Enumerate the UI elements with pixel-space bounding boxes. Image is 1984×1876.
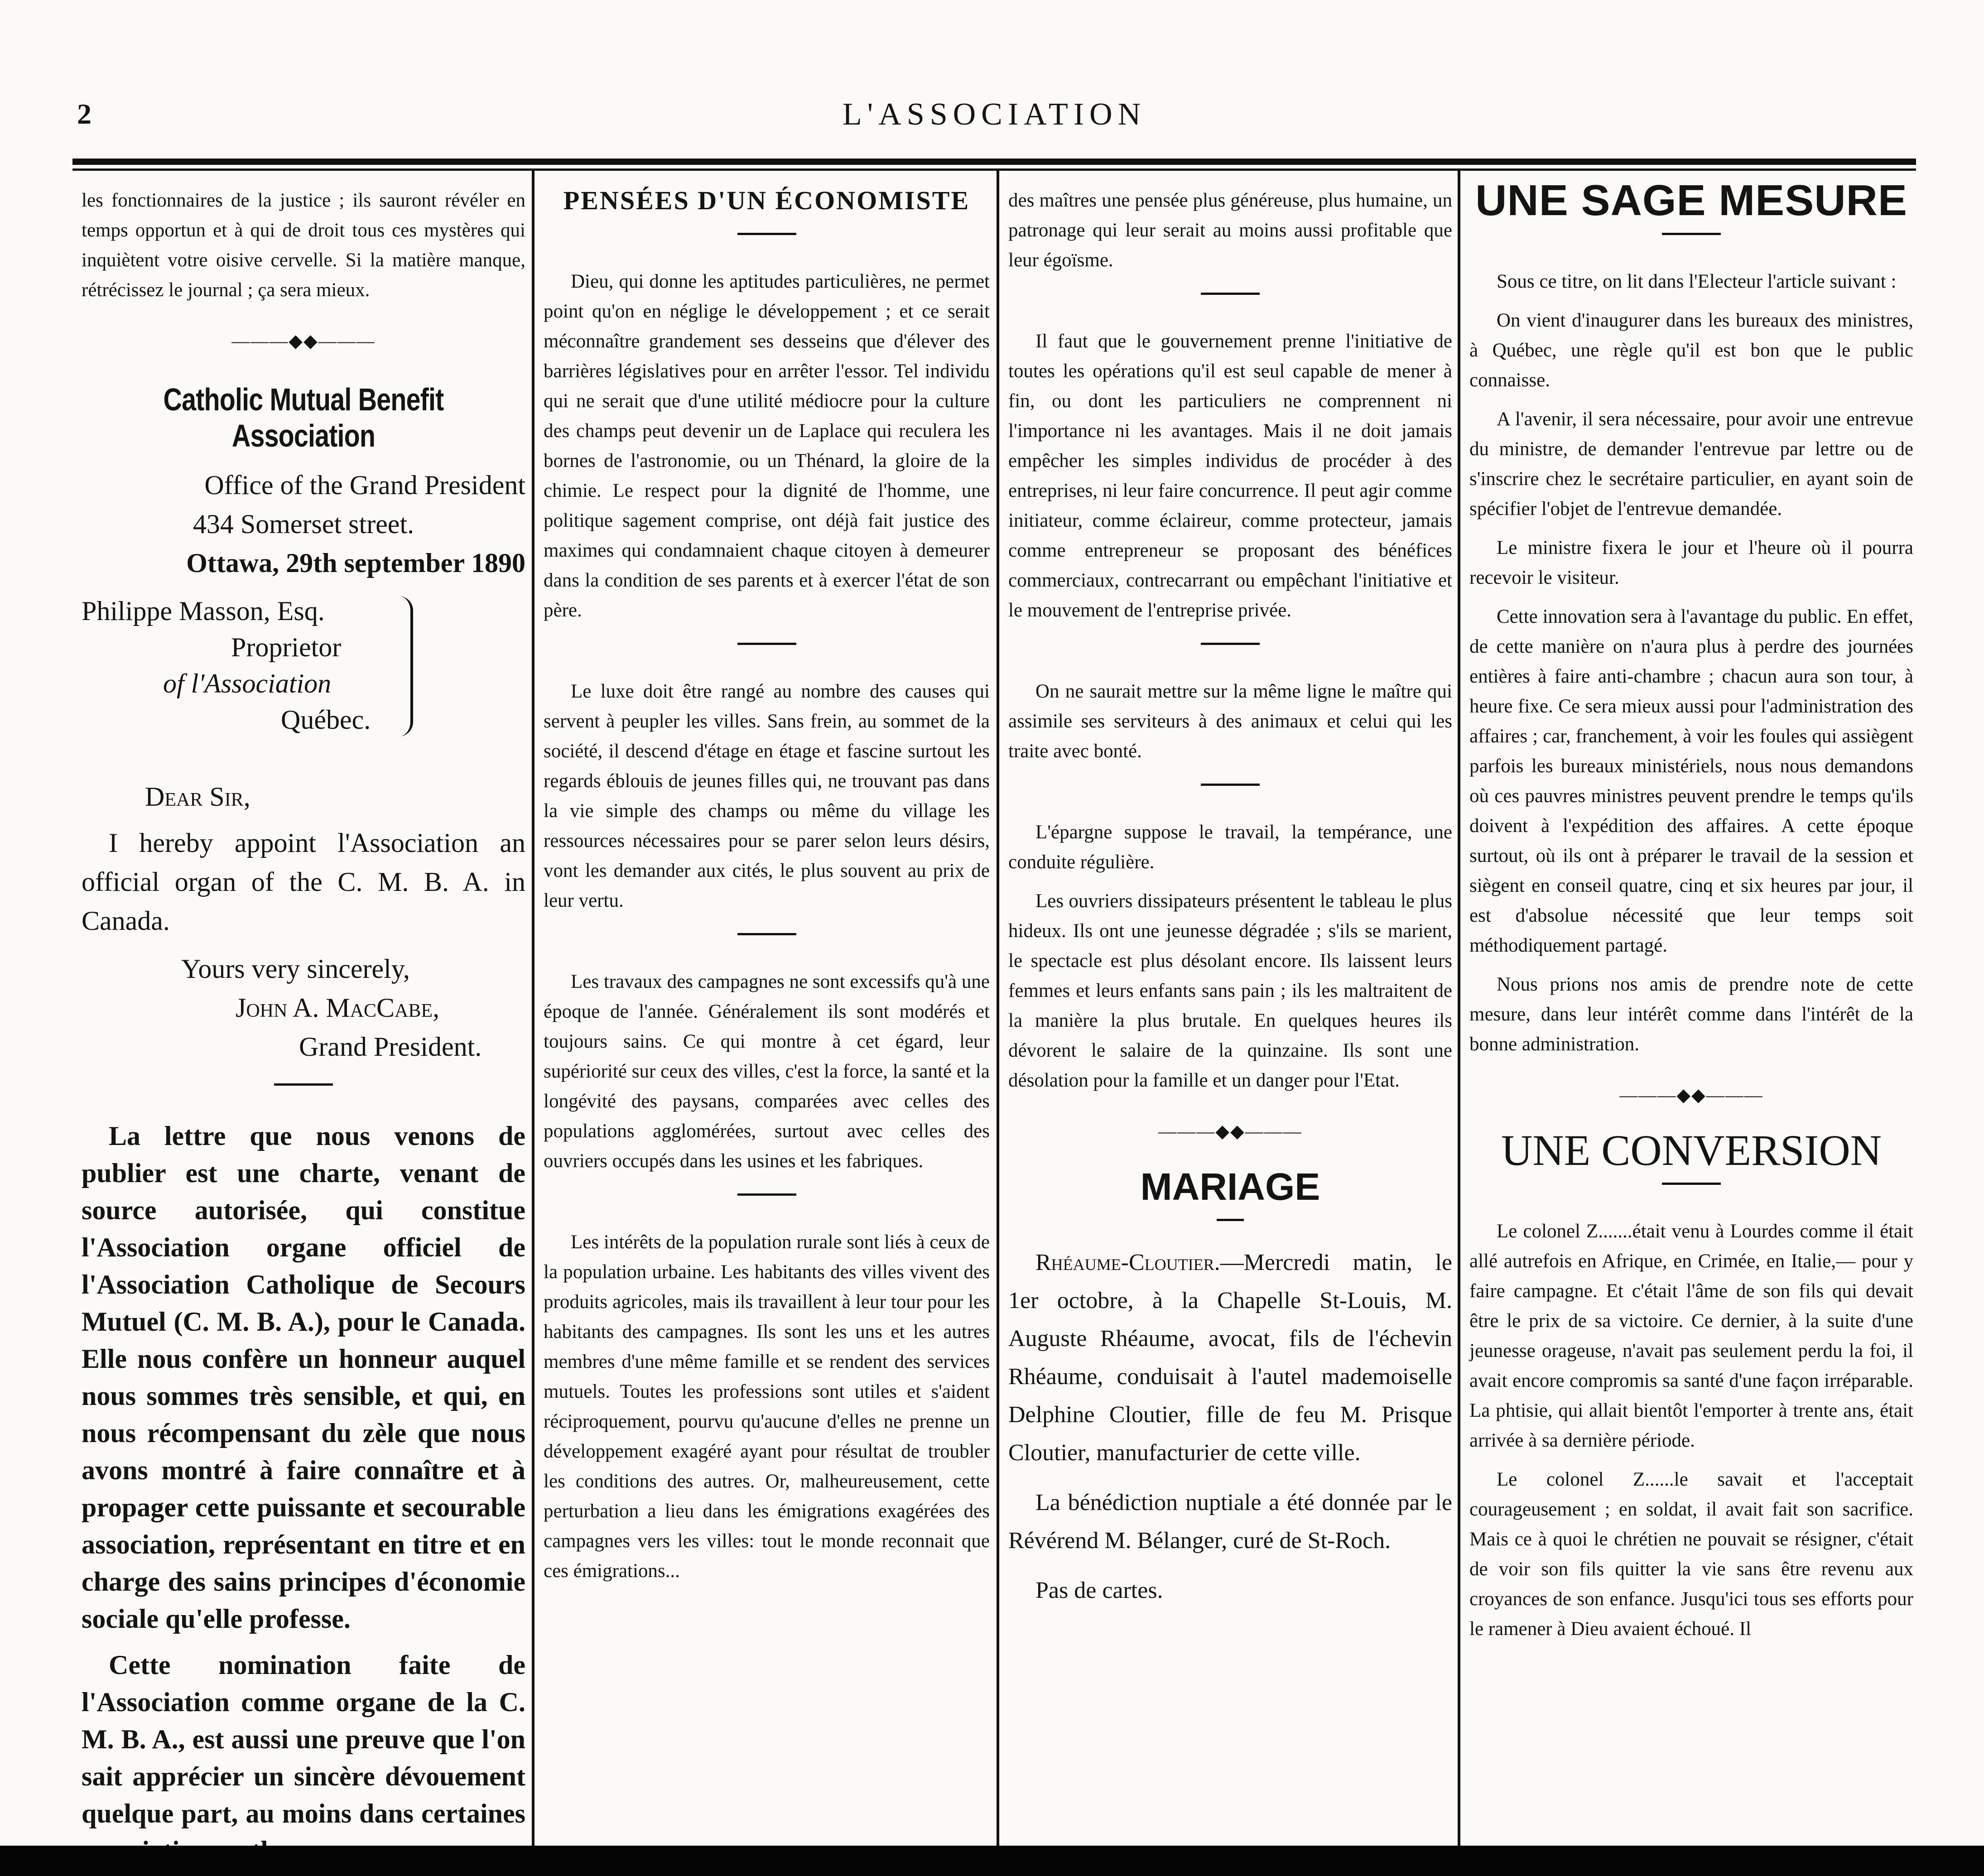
mariage-para-1 <box>1008 1244 1452 1472</box>
header-rule-thick <box>72 159 1916 165</box>
column-3 <box>1008 186 1452 1839</box>
addressee-org: of l'Association <box>163 669 332 698</box>
conversion-para-1: Le colonel Z.......était venu à Lourdes comme il était allé autrefois en Afrique, en Crimée, en Italie,— pour y faire campagne. Et c'était l'âme de son fils qui devait être le prix de sa victoire. Ce dernier, à la suite d'une jeunesse orageuse, n'avait pas seulement perdu la foi, il avait encore compromis sa santé d'une façon irréparable. La phtisie, qui allait bientôt l'emporter à trente ans, était arrivée à sa dernière période. <box>1469 1221 1913 1451</box>
mariage-body <box>1008 1244 1452 1610</box>
column-3-para-3: On ne saurait mettre sur la même ligne le maître qui assimile ses serviteurs à des animaux et celui qui les traite avec bonté. <box>1008 681 1452 762</box>
mariage-para-2: La bénédiction nuptiale a été donnée par le Révérend M. Bélanger, curé de St-Roch. <box>1008 1490 1452 1554</box>
masthead <box>68 93 1921 147</box>
cmba-heading: Catholic Mutual Benefit Association <box>163 382 444 453</box>
ornament-divider: ———◆◆——— <box>231 331 376 351</box>
column-3-para-5: Les ouvriers dissipateurs présentent le tableau le plus hideux. Ils ont une jeunesse dégradée ; s'ils se marient, le spectacle est plus désolant encore. Ils laissent leurs femmes et leurs enfants sans pain ; ils les maltraitent de la manière la plus brutale. En quelques heures ils dévorent le salaire de la quinzaine. Ils sont une désolation pour la famille et un danger pour l'Etat. <box>1008 890 1452 1091</box>
section-dash <box>1662 233 1721 235</box>
pensees-para-3: Les travaux des campagnes ne sont excessifs qu'à une époque de l'année. Généralement ils sont modérés et toujours sains. Ce qui montre à cet égard, leur supériorité sur ceux des villes, c'est la force, la santé et la longévité des paysans, comparées avec celles des populations agglomérées, surtout avec celles des ouvriers occupés dans les usines et les fabriques. <box>544 971 990 1172</box>
mariage-names: Rhéaume-Cloutier. <box>1035 1250 1220 1275</box>
page-number: 2 <box>77 98 91 130</box>
column-3-para-2: Il faut que le gouvernement prenne l'initiative de toutes les opérations qu'il est seul capable de mener à fin, ou dont les particuliers ne comprennent ni l'importance ni les avantages. Mais il ne doit jamais empêcher les simples individus de procéder à des entreprises, ni leur faire concurrence. Il peut agir comme initiateur, comme éclaireur, comme protecteur, jamais comme entrepreneur se proposant des bénéfices commerciaux, contrecarrant ou empêchant l'initiative et le mouvement de l'entreprise privée. <box>1008 331 1452 621</box>
appointment-text: I hereby appoint l'Association an official organ of the C. M. B. A. in Canada. <box>82 828 525 936</box>
section-dash <box>274 1083 333 1086</box>
sage-para-4: Le ministre fixera le jour et l'heure où il pourra recevoir le visiteur. <box>1469 537 1913 588</box>
sage-para-3: A l'avenir, il sera nécessaire, pour avoir une entrevue du ministre, de demander l'entrevue par lettre ou de s'inscrire chez le secrétaire particulier, en ayant soin de spécifier l'objet de l'entrevue demandée. <box>1469 409 1913 520</box>
section-dash <box>737 933 796 935</box>
salutation: Dear Sir, <box>145 782 250 812</box>
column-3-para-4: L'épargne suppose le travail, la tempérance, une conduite régulière. <box>1008 822 1452 873</box>
section-dash <box>737 1193 796 1196</box>
addressee-block <box>82 592 525 764</box>
addressee-name: Philippe Masson, Esq. <box>82 596 325 626</box>
column-1-para-2: Cette nomination faite de l'Association comme organe de la C. M. B. A., est aussi une preuve que l'on sait apprécier un sincère dévouement quelque part, au moins dans certaines <box>82 1650 525 1828</box>
pensees-para-4: Les intérêts de la population rurale sont liés à ceux de la population urbaine. Les habitants des villes vivent des produits agricoles, mais ils travaillent à leur tour pour les habitants des campagnes. Ils sont les uns et les autres membres d'une même famille et se rendent des services mutuels. Toutes les professions sont utiles et s'aident réciproquement, pourvu qu'aucune d'elles ne prenne un développement exagéré ayant pour résultat de troubler les conditions des autres. Or, malheureusement, cette perturbation a lieu dans les émigrations exagérées des campagnes vers les villes: tout le monde reconnait que ces émigrations... <box>544 1231 990 1582</box>
section-dash <box>1217 1219 1244 1221</box>
sage-para-1: Sous ce titre, on lit dans l'Electeur l'article suivant : <box>1497 271 1897 292</box>
column-separator <box>1458 170 1460 1876</box>
sage-para-2: On vient d'inaugurer dans les bureaux des ministres, à Québec, une règle qu'il est bon que le public connaisse. <box>1469 310 1913 391</box>
section-dash <box>1662 1183 1721 1185</box>
mariage-heading: MARIAGE <box>1140 1165 1320 1208</box>
brace-mark <box>399 596 413 736</box>
dateline: Ottawa, 29th september 1890 <box>186 548 525 578</box>
scan-edge-bar <box>0 1846 1984 1876</box>
header-rule-thin <box>72 168 1916 171</box>
pensees-heading: PENSÉES D'UN ÉCONOMISTE <box>563 186 970 215</box>
column-separator <box>532 170 535 1876</box>
column-3-para-1: des maîtres une pensée plus généreuse, plus humaine, un patronage qui leur serait au moins aussi profitable que leur égoïsme. <box>1008 190 1452 271</box>
sage-para-5: Cette innovation sera à l'avantage du public. En effet, de cette manière on n'aura plus à perdre des journées entières à faire anti-chambre ; chacun aura son tour, à heure fixe. Ce sera mieux aussi pour l'administration des affaires ; car, franchement, à voir les foules qui assiègent parfois les bureaux ministériels, nous nous demandons où ces pauvres ministres peuvent prendre le temps qu'ils doivent à l'expédition des affaires. A cette époque surtout, où ils ont à préparer le travail de la session et siègent en conseil quatre, cinq et six heures par jour, il est d'absolue nécessité que leur temps soit méthodiquement partagé. <box>1469 606 1913 956</box>
addressee-city: Québec. <box>281 705 371 735</box>
column-1-intro: les fonctionnaires de la justice ; ils sauront révéler en temps opportun et à qui de droit tous ces mystères qui inquiètent votre oisive cervelle. Si la matière manque, rétrécissez le journal ; ça sera mieux. <box>82 190 525 301</box>
mariage-para-3: Pas de cartes. <box>1035 1578 1163 1603</box>
column-2 <box>544 186 990 1839</box>
section-dash <box>1201 293 1260 295</box>
column-1-para-1: La lettre que nous venons de publier est une charte, venant de source autorisée, qui constitue l'Association organe officiel de l'Association Catholique de Secours Mutuel (C. M. B. A.), pour le Canada. Elle nous confère un honneur auquel nous sommes très sensible, et qui, en nous récompensant du zèle que nous avons montré à faire connaître et à propager cette puissante et secourable association, représentant en titre et en charge des sains principes d'économie sociale qu'elle professe. <box>82 1121 525 1634</box>
signer-name: John A. MacCabe, <box>236 993 440 1023</box>
ornament-divider: ———◆◆——— <box>1619 1085 1763 1105</box>
section-dash <box>1201 784 1260 786</box>
signer-title: Grand President. <box>299 1032 482 1062</box>
column-1 <box>82 186 525 1839</box>
conversion-para-2: Le colonel Z......le savait et l'acceptait courageusement ; en soldat, il avait fait son sacrifice. Mais ce à quoi le chrétien ne pouvait se résigner, c'était de voir son fils quitter la vie sans être revenu aux croyances de son enfance. Jusqu'ici tous ses efforts pour le ramener à Dieu avaient échoué. Il <box>1469 1469 1913 1640</box>
pensees-para-2: Le luxe doit être rangé au nombre des causes qui servent à peupler les villes. Sans frein, au sommet de la société, il descend d'étage en étage et fascine surtout les regards éblouis de jeunes filles qui, ne trouvant pas dans la vie simple des champs ou même du village les ressources nécessaires pour se parer selon leurs désirs, vont les demander aux cités, le plus souvent au prix de leur vertu. <box>544 681 990 911</box>
addressee-role: Proprietor <box>231 632 342 662</box>
column-separator <box>997 170 999 1876</box>
section-dash <box>1201 643 1260 645</box>
sage-para-6: Nous prions nos amis de prendre note de cette mesure, dans leur intérêt comme dans l'intérêt de la bonne administration. <box>1469 974 1913 1055</box>
closing: Yours very sincerely, <box>181 954 410 984</box>
conversion-heading: UNE CONVERSION <box>1501 1126 1882 1174</box>
street-line: 434 Somerset street. <box>193 509 414 539</box>
office-line: Office of the Grand President <box>204 470 525 500</box>
mariage-text: —Mercredi matin, le 1er octobre, à la Chapelle St-Louis, M. Auguste Rhéaume, avocat, fils de l'échevin Rhéaume, conduisait à l'autel mademoiselle Delphine Cloutier, fille de feu M. Prisque Cloutier, manufacturier de cette ville. <box>1008 1250 1452 1466</box>
column-4 <box>1469 176 1913 1839</box>
ornament-divider: ———◆◆——— <box>1158 1121 1302 1141</box>
cmba-letter <box>82 466 525 1066</box>
section-dash <box>737 233 796 235</box>
section-dash <box>737 643 796 645</box>
newspaper-title: L'ASSOCIATION <box>842 97 1146 132</box>
sage-mesure-heading: UNE SAGE MESURE <box>1475 176 1907 225</box>
pensees-para-1: Dieu, qui donne les aptitudes particulières, ne permet point qu'on en néglige le développement ; et ce serait méconnaître grandement ses desseins que d'élever des barrières législatives pour en arrêter l'essor. Tel individu qui ne serait que d'une utilité médiocre pour la culture des champs peut devenir un de Laplace qui reculera les bornes de l'astronomie, ou un Thénard, la gloire de la chimie. Le respect pour la dignité de l'homme, une politique sagement comprise, ont déjà fait justice des maximes qui condamnaient chaque citoyen à demeurer dans la condition de ses parents et à exercer l'état de son père. <box>544 271 990 621</box>
